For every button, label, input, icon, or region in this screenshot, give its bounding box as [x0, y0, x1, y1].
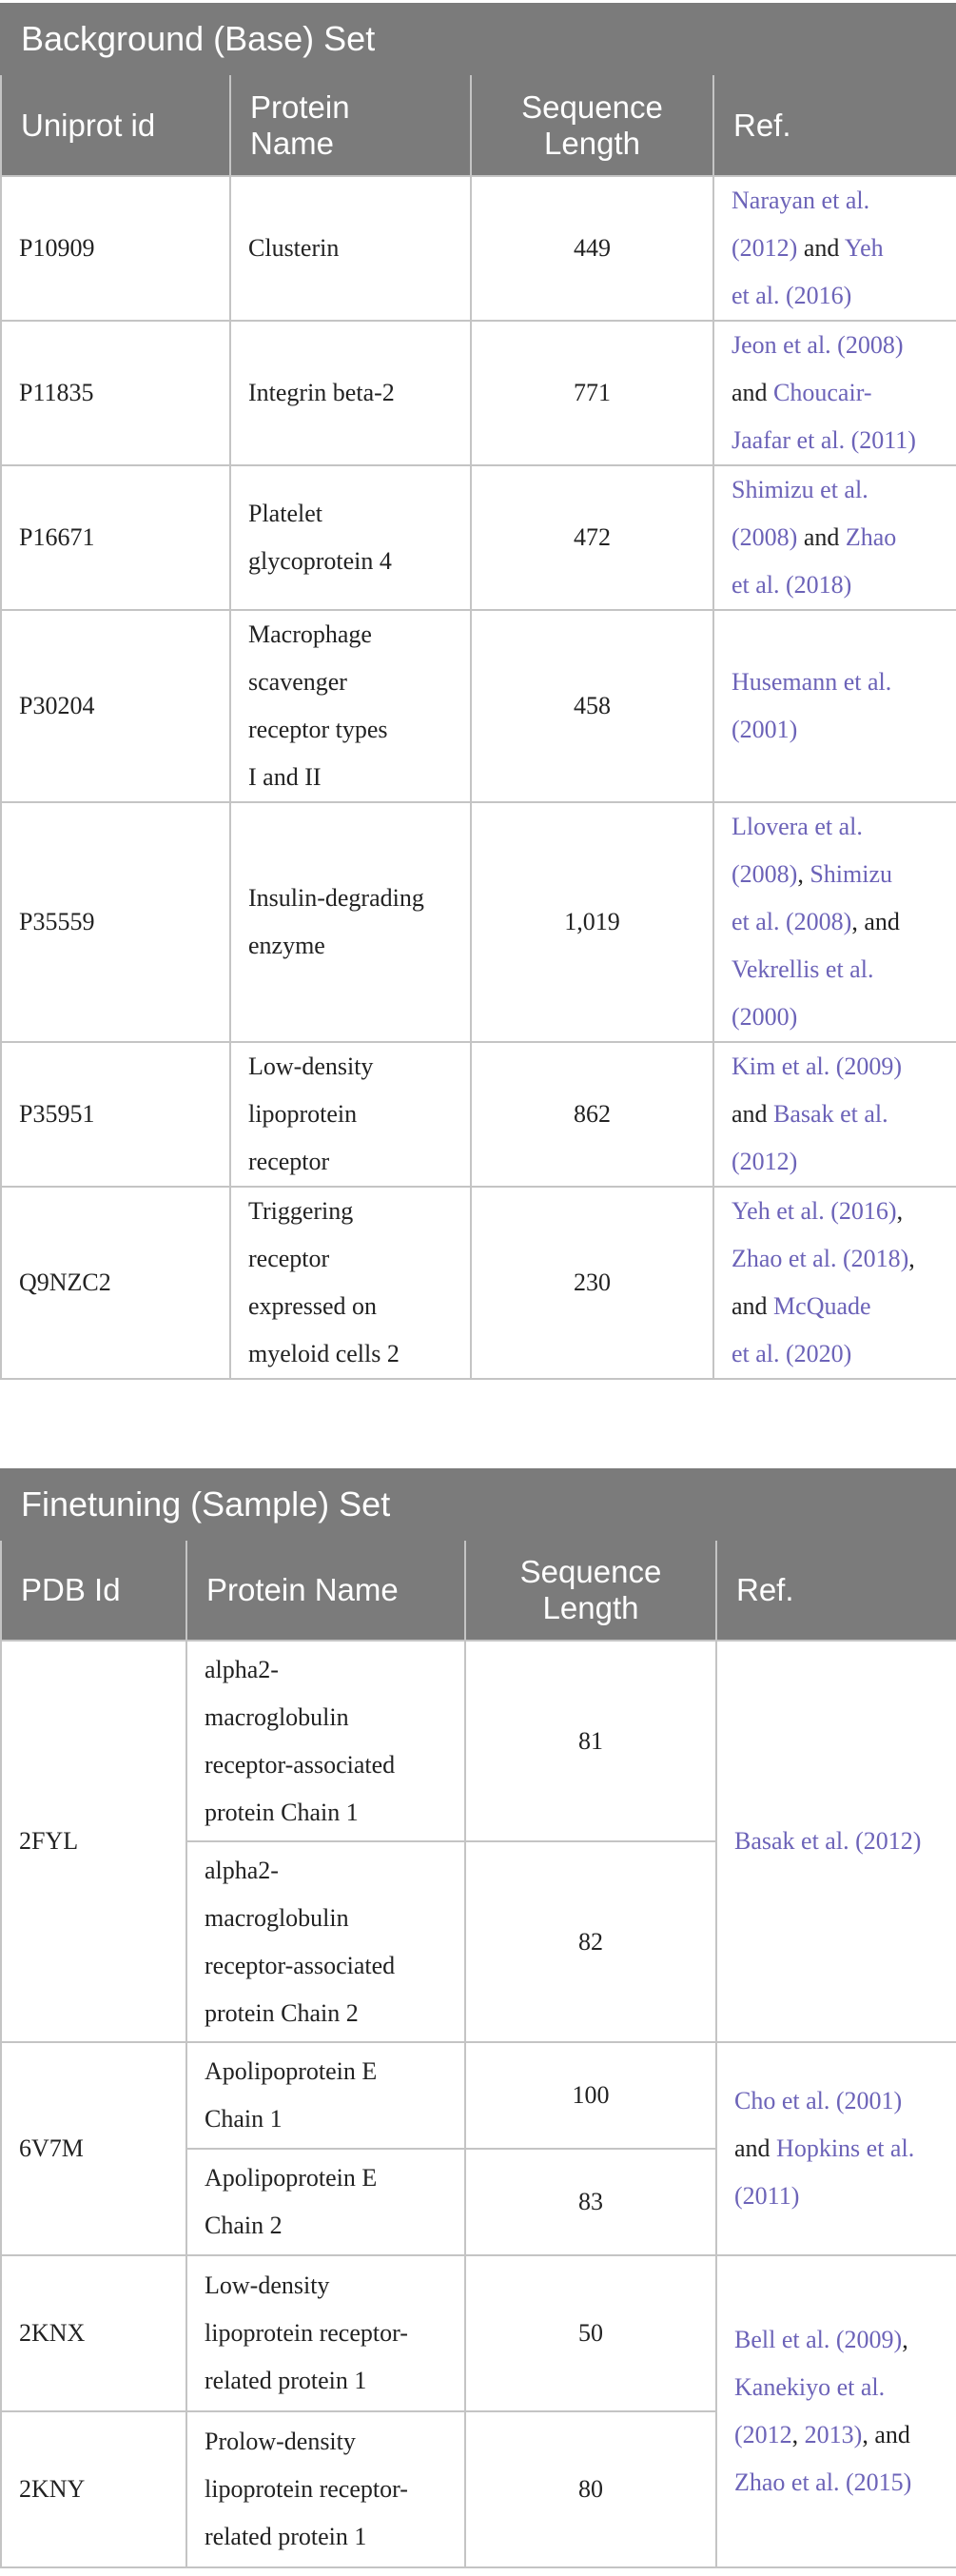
- ref-line: [732, 659, 939, 706]
- text-line: scavenger: [248, 668, 347, 696]
- finetuning-set-body: [1, 1641, 956, 2567]
- header-line: Sequence: [521, 88, 663, 125]
- citation-link[interactable]: Yeh et al. (2016): [732, 1197, 897, 1225]
- citation-link[interactable]: Jaafar et al. (2011): [732, 426, 916, 454]
- citation-link[interactable]: Yeh: [844, 234, 884, 262]
- text-line: Low-density: [248, 1052, 374, 1080]
- finetuning-set-table: [0, 1468, 956, 2568]
- protein-name-cell: [186, 2255, 465, 2411]
- text-line: Chain 2: [205, 2212, 283, 2239]
- citation-link[interactable]: et al. (2016): [732, 282, 852, 309]
- sequence-length-cell: 472: [471, 465, 713, 610]
- ref-line: [734, 2459, 939, 2507]
- ref-text: and: [732, 379, 774, 406]
- citation-link[interactable]: (2012): [732, 234, 798, 262]
- ref-line: [732, 514, 939, 561]
- text-line: protein Chain 1: [205, 1798, 359, 1826]
- sequence-length-cell: 83: [465, 2149, 716, 2255]
- sequence-length-cell: 82: [465, 1841, 716, 2042]
- protein-name-cell: [230, 1042, 471, 1187]
- ref-cell: [716, 2255, 956, 2567]
- citation-link[interactable]: Choucair-: [773, 379, 872, 406]
- text-line: expressed on: [248, 1292, 378, 1320]
- ref-text: ,: [908, 1245, 915, 1272]
- text-line: Apolipoprotein E: [205, 2164, 378, 2192]
- ref-line: [732, 803, 939, 851]
- ref-line: [734, 1818, 939, 1865]
- ref-line: [732, 417, 939, 464]
- ref-line: [732, 369, 939, 417]
- text-line: glycoprotein 4: [248, 547, 392, 575]
- ref-line: [734, 2125, 939, 2173]
- ref-cell: [713, 321, 956, 465]
- ref-text: , and: [862, 2421, 910, 2448]
- protein-name-cell: [186, 2149, 465, 2255]
- citation-link[interactable]: Cho et al. (2001): [734, 2087, 903, 2114]
- ref-text: and: [734, 2134, 777, 2162]
- citation-link[interactable]: Zhao et al. (2018): [732, 1245, 909, 1272]
- ref-line: [734, 2173, 939, 2220]
- citation-link[interactable]: Kim et al. (2009): [732, 1052, 903, 1080]
- pdb-id-cell: 6V7M: [1, 2042, 186, 2255]
- col-header-ref: Ref.: [716, 1540, 956, 1641]
- ref-cell: [713, 1042, 956, 1187]
- text-line: Macrophage: [248, 620, 372, 648]
- citation-link[interactable]: Husemann et al.: [732, 668, 892, 696]
- ref-text: and: [797, 234, 845, 262]
- table-row: [1, 176, 956, 321]
- citation-link[interactable]: Narayan et al.: [732, 187, 870, 214]
- ref-text: and: [732, 1292, 774, 1320]
- ref-line: [732, 225, 939, 272]
- text-line: I and II: [248, 763, 322, 791]
- citation-link[interactable]: (2011): [734, 2182, 800, 2210]
- citation-link[interactable]: Vekrellis et al.: [732, 955, 874, 983]
- protein-name-cell: [186, 2411, 465, 2567]
- pdb-id-cell: 2FYL: [1, 1641, 186, 2042]
- text-line: myeloid cells 2: [248, 1340, 400, 1367]
- ref-text: and: [732, 1100, 774, 1128]
- table-row: [1, 465, 956, 610]
- ref-line: [732, 1138, 939, 1186]
- ref-line: [732, 1330, 939, 1378]
- text-line: Chain 1: [205, 2105, 283, 2133]
- finetuning-set-title: Finetuning (Sample) Set: [1, 1469, 956, 1540]
- table-row: [1, 610, 956, 802]
- citation-link[interactable]: 2013): [804, 2421, 863, 2448]
- ref-line: [734, 2364, 939, 2411]
- table-row: [1, 321, 956, 465]
- protein-name-cell: [186, 1841, 465, 2042]
- table-row: [1, 1187, 956, 1379]
- ref-cell: [713, 1187, 956, 1379]
- citation-link[interactable]: McQuade: [773, 1292, 871, 1320]
- sequence-length-cell: 458: [471, 610, 713, 802]
- protein-name-cell: [230, 1187, 471, 1379]
- sequence-length-cell: 50: [465, 2255, 716, 2411]
- uniprot-id-cell: P16671: [1, 465, 230, 610]
- background-set-title: Background (Base) Set: [1, 4, 956, 74]
- sequence-length-cell: 449: [471, 176, 713, 321]
- ref-line: [732, 561, 939, 609]
- text-line: protein Chain 2: [205, 1998, 359, 2027]
- ref-cell: [716, 2042, 956, 2255]
- table-row: [1, 802, 956, 1042]
- text-line: enzyme: [248, 932, 325, 959]
- sequence-length-cell: 771: [471, 321, 713, 465]
- col-header-sequence-length: [471, 74, 713, 176]
- citation-link[interactable]: (2008): [732, 860, 798, 888]
- text-line: Clusterin: [248, 234, 340, 262]
- text-line: macroglobulin: [205, 1903, 349, 1932]
- ref-line: [732, 466, 939, 514]
- ref-cell: [713, 610, 956, 802]
- text-line: lipoprotein receptor-: [205, 2319, 408, 2347]
- col-header-sequence-length: [465, 1540, 716, 1641]
- text-line: macroglobulin: [205, 1702, 349, 1731]
- citation-link[interactable]: Bell et al. (2009): [734, 2326, 903, 2353]
- ref-line: [732, 993, 939, 1041]
- text-line: receptor-associated: [205, 1951, 396, 1979]
- ref-cell: [716, 1641, 956, 2042]
- ref-text: , and: [851, 908, 900, 935]
- text-line: lipoprotein receptor-: [205, 2475, 408, 2503]
- protein-name-cell: [186, 1641, 465, 1841]
- ref-line: [732, 1235, 939, 1283]
- citation-link[interactable]: et al. (2020): [732, 1340, 852, 1367]
- sequence-length-cell: 1,019: [471, 802, 713, 1042]
- header-line: Name: [250, 125, 335, 161]
- citation-link[interactable]: (2012): [732, 1148, 798, 1175]
- background-set-body: [1, 176, 956, 1379]
- ref-line: [732, 1283, 939, 1330]
- citation-link[interactable]: Kanekiyo et al.: [734, 2373, 886, 2401]
- text-line: Prolow-density: [205, 2428, 356, 2455]
- text-line: receptor-associated: [205, 1750, 396, 1779]
- ref-text: ,: [791, 2421, 805, 2448]
- col-header-ref: Ref.: [713, 74, 956, 176]
- citation-link[interactable]: Basak et al. (2012): [734, 1827, 922, 1855]
- ref-line: [734, 2411, 939, 2459]
- header-line: Sequence: [519, 1554, 662, 1589]
- uniprot-id-cell: P35559: [1, 802, 230, 1042]
- protein-name-cell: [230, 176, 471, 321]
- ref-cell: [713, 176, 956, 321]
- text-line: related protein 1: [205, 2367, 367, 2394]
- text-line: Low-density: [205, 2271, 330, 2299]
- ref-line: [732, 706, 939, 754]
- text-line: related protein 1: [205, 2523, 367, 2550]
- citation-link[interactable]: et al. (2018): [732, 571, 852, 599]
- sequence-length-cell: 81: [465, 1641, 716, 1841]
- text-line: Insulin-degrading: [248, 884, 424, 912]
- protein-name-cell: [230, 465, 471, 610]
- protein-name-cell: [230, 321, 471, 465]
- ref-line: [732, 898, 939, 946]
- ref-line: [732, 1091, 939, 1138]
- citation-link[interactable]: Basak et al.: [773, 1100, 888, 1128]
- uniprot-id-cell: P35951: [1, 1042, 230, 1187]
- ref-line: [732, 1188, 939, 1235]
- protein-name-cell: [230, 802, 471, 1042]
- citation-link[interactable]: (2001): [732, 716, 798, 743]
- sequence-length-cell: 862: [471, 1042, 713, 1187]
- header-line: Length: [544, 125, 640, 161]
- ref-cell: [713, 465, 956, 610]
- text-line: Platelet: [248, 500, 322, 527]
- protein-name-cell: [230, 610, 471, 802]
- ref-line: [732, 851, 939, 898]
- ref-text: and: [797, 523, 846, 551]
- pdb-id-cell: 2KNY: [1, 2411, 186, 2567]
- table-row: [1, 1042, 956, 1187]
- background-set-table: [0, 3, 956, 1380]
- table-row: [1, 1641, 956, 1841]
- citation-link[interactable]: Jeon et al. (2008): [732, 331, 904, 359]
- citation-link[interactable]: Shimizu et al.: [732, 476, 868, 503]
- text-line: receptor: [248, 1245, 330, 1272]
- col-header-uniprot-id: Uniprot id: [1, 74, 230, 176]
- col-header-pdb-id: PDB Id: [1, 1540, 186, 1641]
- sequence-length-cell: 230: [471, 1187, 713, 1379]
- citation-link[interactable]: Zhao et al. (2015): [734, 2468, 912, 2496]
- text-line: lipoprotein: [248, 1100, 358, 1128]
- citation-link[interactable]: (2012: [734, 2421, 792, 2448]
- header-line: Length: [542, 1590, 639, 1625]
- ref-line: [734, 2077, 939, 2125]
- citation-link[interactable]: Zhao: [845, 523, 897, 551]
- ref-line: [732, 1043, 939, 1091]
- table-row: [1, 2255, 956, 2411]
- ref-line: [732, 322, 939, 369]
- citation-link[interactable]: (2000): [732, 1003, 798, 1031]
- citation-link[interactable]: Hopkins et al.: [776, 2134, 915, 2162]
- protein-name-cell: [186, 2042, 465, 2149]
- text-line: alpha2-: [205, 1655, 279, 1683]
- table-row: [1, 2042, 956, 2149]
- ref-line: [734, 2316, 939, 2364]
- ref-cell: [713, 802, 956, 1042]
- uniprot-id-cell: P10909: [1, 176, 230, 321]
- text-line: alpha2-: [205, 1856, 279, 1884]
- uniprot-id-cell: P11835: [1, 321, 230, 465]
- text-line: Integrin beta-2: [248, 379, 395, 406]
- sequence-length-cell: 100: [465, 2042, 716, 2149]
- ref-line: [732, 946, 939, 993]
- col-header-protein-name: [230, 74, 471, 176]
- text-line: receptor: [248, 1148, 330, 1175]
- citation-link[interactable]: Shimizu: [810, 860, 892, 888]
- sequence-length-cell: 80: [465, 2411, 716, 2567]
- citation-link[interactable]: et al. (2008): [732, 908, 852, 935]
- citation-link[interactable]: (2008): [732, 523, 798, 551]
- col-header-protein-name: Protein Name: [186, 1540, 465, 1641]
- header-line: Protein: [250, 88, 350, 125]
- citation-link[interactable]: Llovera et al.: [732, 813, 863, 840]
- ref-text: ,: [896, 1197, 904, 1225]
- uniprot-id-cell: P30204: [1, 610, 230, 802]
- ref-line: [732, 177, 939, 225]
- ref-text: ,: [797, 860, 810, 888]
- text-line: receptor types: [248, 716, 388, 743]
- text-line: Triggering: [248, 1197, 354, 1225]
- uniprot-id-cell: Q9NZC2: [1, 1187, 230, 1379]
- pdb-id-cell: 2KNX: [1, 2255, 186, 2411]
- ref-text: ,: [902, 2326, 908, 2353]
- text-line: Apolipoprotein E: [205, 2057, 378, 2085]
- ref-line: [732, 272, 939, 320]
